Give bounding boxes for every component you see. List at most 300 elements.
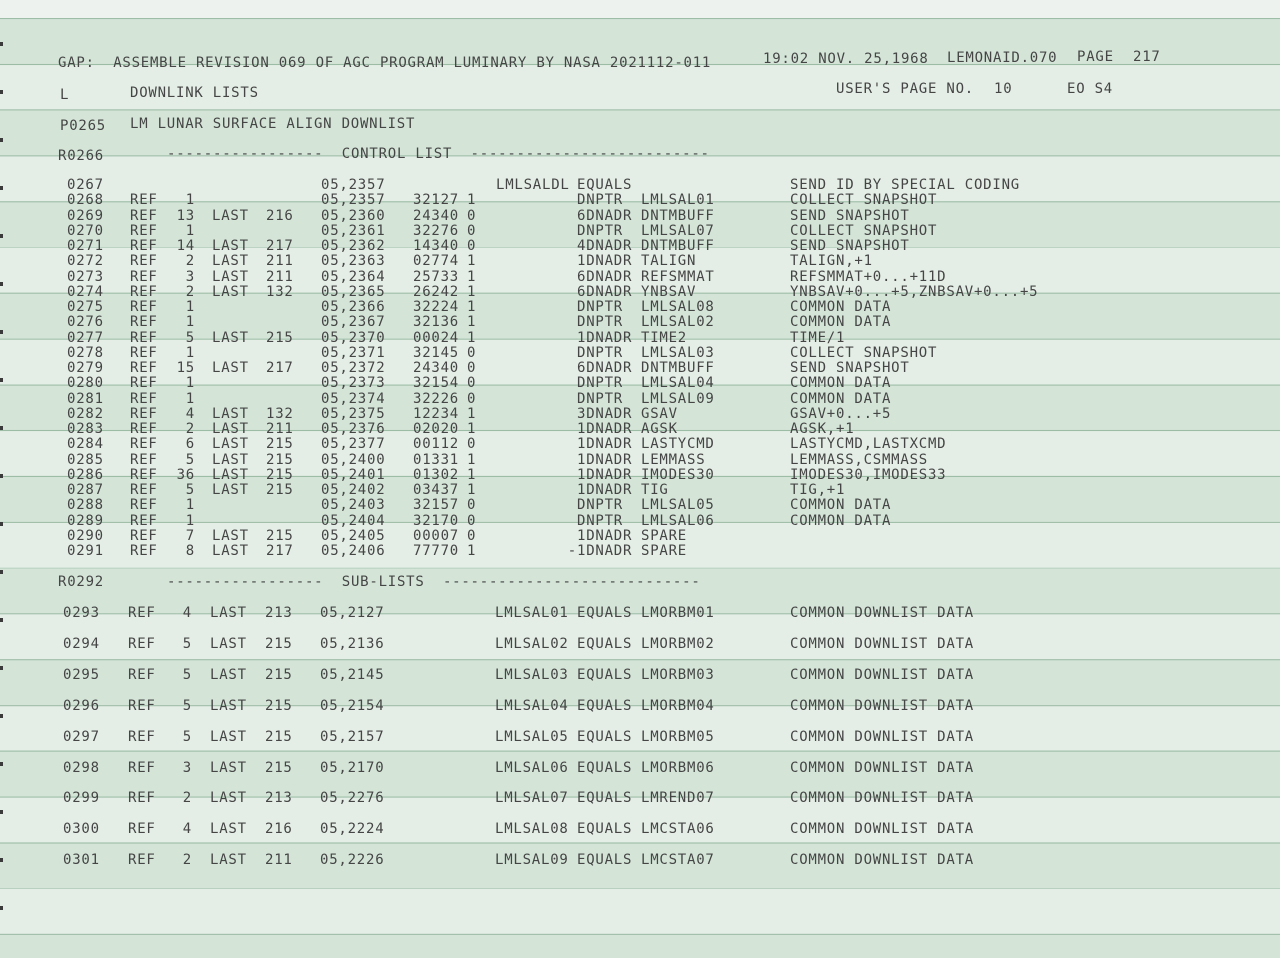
ref-keyword: REF [130, 222, 158, 239]
last-page: 211 [265, 852, 293, 869]
last-page: 217 [266, 543, 294, 559]
sub-list-row [0, 852, 1280, 868]
last-keyword: LAST [210, 728, 247, 745]
address: 05,2401 [321, 466, 386, 483]
octal-flag: 1 [467, 466, 477, 483]
line-number: 0295 [63, 666, 100, 683]
user-page-label: USER'S PAGE NO. [836, 81, 974, 97]
ref-keyword: REF [130, 268, 158, 285]
octal-flag: 1 [467, 192, 477, 209]
ref-count: 1 [185, 299, 195, 315]
line-number: 0280 [67, 375, 104, 392]
address: 05,2371 [321, 344, 386, 361]
control-list-row [0, 528, 1280, 544]
comment: COLLECT SNAPSHOT [790, 222, 938, 239]
operand: DNTMBUFF [641, 207, 715, 224]
line-number: 0286 [67, 466, 104, 483]
octal-word: 32170 [413, 512, 459, 529]
address: 05,2226 [320, 852, 385, 869]
address: 05,2400 [321, 451, 386, 468]
comment: LASTYCMD,LASTXCMD [790, 436, 947, 453]
user-page-number: 10 [994, 81, 1013, 97]
ref-keyword: REF [130, 253, 158, 270]
ref-count: 4 [182, 605, 192, 621]
ref-keyword: REF [130, 329, 158, 346]
octal-flag: 1 [467, 253, 477, 270]
octal-flag: 0 [467, 360, 477, 376]
last-keyword: LAST [212, 207, 249, 224]
last-keyword: LAST [212, 405, 249, 422]
comment: COMMON DOWNLIST DATA [790, 759, 974, 776]
ref-count: 2 [185, 283, 195, 300]
ref-count: 5 [185, 482, 195, 498]
assembly-title: GAP: ASSEMBLE REVISION 069 OF AGC PROGRAM LUMINARY BY NASA 2021112-011 [58, 55, 712, 71]
octal-word: 25733 [413, 268, 459, 285]
control-list-row [0, 208, 1280, 224]
symbol-label: LMLSAL07 [495, 790, 569, 807]
comment: AGSK,+1 [790, 421, 855, 437]
ref-count: 2 [182, 790, 192, 807]
opcode: 1DNADR [577, 329, 633, 346]
ref-count: 5 [182, 728, 192, 745]
last-keyword: LAST [212, 253, 249, 270]
operand: LMLSAL09 [641, 390, 715, 407]
comment: TALIGN,+1 [790, 253, 873, 270]
operand: TALIGN [641, 253, 697, 270]
ref-keyword: REF [128, 852, 156, 869]
operand: LMCSTA07 [641, 852, 715, 869]
last-page: 216 [265, 821, 293, 838]
ref-keyword: REF [130, 360, 158, 376]
last-keyword: LAST [212, 268, 249, 285]
comment: SEND SNAPSHOT [790, 207, 910, 224]
ref-keyword: REF [130, 543, 158, 559]
ref-keyword: REF [130, 497, 158, 514]
address: 05,2372 [321, 360, 386, 376]
octal-word: 32154 [413, 375, 459, 392]
ref-count: 3 [182, 759, 192, 776]
opcode: 6DNADR [577, 360, 633, 376]
ref-keyword: REF [128, 821, 156, 838]
opcode: 6DNADR [577, 268, 633, 285]
last-keyword: LAST [210, 759, 247, 776]
address: 05,2405 [321, 527, 386, 544]
comment: COMMON DOWNLIST DATA [790, 790, 974, 807]
ref-count: 15 [176, 360, 195, 376]
line-number: 0279 [67, 360, 104, 376]
page-number: 217 [1133, 49, 1161, 65]
control-list-row [0, 421, 1280, 437]
octal-word: 32145 [413, 344, 459, 361]
ref-keyword: REF [130, 238, 158, 254]
comment: REFSMMAT+0...+11D [790, 268, 947, 285]
last-keyword: LAST [210, 666, 247, 683]
last-page: 215 [266, 482, 294, 498]
operand: LMLSAL03 [641, 344, 715, 361]
octal-flag: 0 [467, 512, 477, 529]
opcode: DNPTR [577, 344, 623, 361]
address: 05,2375 [321, 405, 386, 422]
comment: COMMON DOWNLIST DATA [790, 728, 974, 745]
top-margin [0, 0, 1280, 18]
sub-lists-line-number: R0292 [58, 574, 104, 590]
last-page: 215 [265, 759, 293, 776]
ref-count: 5 [185, 451, 195, 468]
ref-keyword: REF [130, 375, 158, 392]
address: 05,2376 [321, 421, 386, 437]
line-number: 0287 [67, 482, 104, 498]
address: 05,2377 [321, 436, 386, 453]
line-number: 0281 [67, 390, 104, 407]
comment: YNBSAV+0...+5,ZNBSAV+0...+5 [790, 283, 1039, 300]
opcode: EQUALS [577, 790, 633, 807]
ref-count: 1 [185, 497, 195, 514]
operand: LMLSAL07 [641, 222, 715, 239]
octal-word: 00007 [413, 527, 459, 544]
last-keyword: LAST [212, 421, 249, 437]
ref-keyword: REF [130, 436, 158, 453]
control-list-row [0, 543, 1280, 559]
operand: LMREND07 [641, 790, 715, 807]
operand: IMODES30 [641, 466, 715, 483]
ref-count: 1 [185, 192, 195, 209]
last-keyword: LAST [210, 635, 247, 652]
operand: TIME2 [641, 329, 687, 346]
line-number: 0300 [63, 821, 100, 838]
address: 05,2366 [321, 299, 386, 315]
line-number: 0285 [67, 451, 104, 468]
last-keyword: LAST [210, 790, 247, 807]
opcode: EQUALS [577, 697, 633, 714]
operand: TIG [641, 482, 669, 498]
timestamp: 19:02 NOV. 25,1968 [763, 51, 929, 67]
octal-flag: 0 [467, 527, 477, 544]
sub-list-row [0, 821, 1280, 837]
last-page: 215 [265, 728, 293, 745]
control-list-row [0, 360, 1280, 376]
last-page: 215 [265, 697, 293, 714]
control-list-row [0, 452, 1280, 468]
opcode: 1DNADR [577, 253, 633, 270]
comment: COLLECT SNAPSHOT [790, 344, 938, 361]
symbol-label: LMLSAL04 [495, 697, 569, 714]
ref-keyword: REF [130, 527, 158, 544]
last-keyword: LAST [212, 543, 249, 559]
ref-count: 2 [185, 421, 195, 437]
opcode: 3DNADR [577, 405, 633, 422]
address: 05,2136 [320, 635, 385, 652]
last-page: 132 [266, 405, 294, 422]
octal-word: 01331 [413, 451, 459, 468]
operand: LMORBM06 [641, 759, 715, 776]
operand: DNTMBUFF [641, 360, 715, 376]
octal-word: 32136 [413, 314, 459, 331]
line-number: 0274 [67, 283, 104, 300]
symbol-label: LMLSAL03 [495, 666, 569, 683]
control-list-row [0, 192, 1280, 208]
comment: GSAV+0...+5 [790, 405, 892, 422]
ref-count: 1 [185, 375, 195, 392]
address: 05,2127 [320, 605, 385, 621]
line-number: 0284 [67, 436, 104, 453]
ref-count: 4 [182, 821, 192, 838]
operand: LMLSAL06 [641, 512, 715, 529]
address: 05,2402 [321, 482, 386, 498]
control-list-row [0, 269, 1280, 285]
octal-flag: 1 [467, 421, 477, 437]
opcode: EQUALS [577, 852, 633, 869]
address: 05,2370 [321, 329, 386, 346]
listing-code: EO S4 [1067, 81, 1113, 97]
line-number: 0273 [67, 268, 104, 285]
comment: SEND SNAPSHOT [790, 238, 910, 254]
last-keyword: LAST [212, 329, 249, 346]
line-number: 0272 [67, 253, 104, 270]
ref-keyword: REF [130, 207, 158, 224]
octal-flag: 1 [467, 299, 477, 315]
comment: COMMON DOWNLIST DATA [790, 605, 974, 621]
last-page: 213 [265, 605, 293, 621]
ref-count: 5 [185, 329, 195, 346]
octal-flag: 0 [467, 436, 477, 453]
last-page: 215 [266, 451, 294, 468]
address: 05,2361 [321, 222, 386, 239]
opcode: EQUALS [577, 759, 633, 776]
octal-flag: 0 [467, 497, 477, 514]
comment: COMMON DOWNLIST DATA [790, 852, 974, 869]
line-number: 0291 [67, 543, 104, 559]
opcode: EQUALS [577, 666, 633, 683]
last-keyword: LAST [212, 283, 249, 300]
octal-word: 01302 [413, 466, 459, 483]
opcode: EQUALS [577, 635, 633, 652]
ref-keyword: REF [130, 405, 158, 422]
symbol-label: LMLSAL01 [495, 605, 569, 621]
control-list-row [0, 467, 1280, 483]
opcode: EQUALS [577, 605, 633, 621]
line-number: 0296 [63, 697, 100, 714]
ref-count: 5 [182, 635, 192, 652]
operand: LMORBM04 [641, 697, 715, 714]
ref-count: 4 [185, 405, 195, 422]
opcode: 1DNADR [577, 466, 633, 483]
ref-keyword: REF [128, 666, 156, 683]
operand: LMLSAL01 [641, 192, 715, 209]
ref-keyword: REF [130, 482, 158, 498]
octal-word: 00024 [413, 329, 459, 346]
ref-count: 36 [176, 466, 195, 483]
opcode: 1DNADR [577, 421, 633, 437]
last-keyword: LAST [210, 697, 247, 714]
ref-count: 1 [185, 390, 195, 407]
ref-count: 1 [185, 344, 195, 361]
octal-flag: 0 [467, 222, 477, 239]
line-number: 0267 [67, 177, 104, 193]
last-page: 217 [266, 360, 294, 376]
address: 05,2362 [321, 238, 386, 254]
line-number: 0276 [67, 314, 104, 331]
symbol-label: LMLSAL08 [495, 821, 569, 838]
ref-count: 1 [185, 512, 195, 529]
octal-flag: 1 [467, 543, 477, 559]
opcode: DNPTR [577, 299, 623, 315]
operand: LMLSAL08 [641, 299, 715, 315]
last-page: 216 [266, 207, 294, 224]
address: 05,2373 [321, 375, 386, 392]
ref-keyword: REF [128, 605, 156, 621]
ref-keyword: REF [130, 421, 158, 437]
sub-list-row [0, 698, 1280, 714]
sub-list-row [0, 636, 1280, 652]
control-list-row [0, 253, 1280, 269]
symbol-label: LMLSALDL [496, 177, 570, 193]
sub-list-row [0, 605, 1280, 621]
ref-keyword: REF [130, 192, 158, 209]
line-number: 0275 [67, 299, 104, 315]
line-number: 0293 [63, 605, 100, 621]
comment: COMMON DATA [790, 375, 892, 392]
address: 05,2363 [321, 253, 386, 270]
operand: LMLSAL04 [641, 375, 715, 392]
last-page: 215 [266, 329, 294, 346]
symbol-label: LMLSAL06 [495, 759, 569, 776]
line-number: 0270 [67, 222, 104, 239]
address: 05,2276 [320, 790, 385, 807]
comment: COMMON DOWNLIST DATA [790, 697, 974, 714]
operand: SPARE [641, 527, 687, 544]
octal-word: 12234 [413, 405, 459, 422]
address: 05,2365 [321, 283, 386, 300]
line-number: 0271 [67, 238, 104, 254]
octal-flag: 1 [467, 451, 477, 468]
card-type: L [60, 87, 70, 103]
octal-word: 02020 [413, 421, 459, 437]
address: 05,2145 [320, 666, 385, 683]
last-keyword: LAST [212, 482, 249, 498]
last-page: 217 [266, 238, 294, 254]
octal-flag: 0 [467, 344, 477, 361]
ref-keyword: REF [128, 697, 156, 714]
last-page: 211 [266, 253, 294, 270]
address: 05,2357 [321, 192, 386, 209]
sub-list-row [0, 760, 1280, 776]
line-number: 0299 [63, 790, 100, 807]
address: 05,2367 [321, 314, 386, 331]
ref-keyword: REF [130, 314, 158, 331]
line-number: 0289 [67, 512, 104, 529]
page-label: PAGE [1077, 49, 1114, 65]
opcode: EQUALS [577, 821, 633, 838]
line-number: 0268 [67, 192, 104, 209]
line-number: 0269 [67, 207, 104, 224]
operand: AGSK [641, 421, 678, 437]
address: 05,2364 [321, 268, 386, 285]
ref-count: 8 [185, 543, 195, 559]
address: 05,2404 [321, 512, 386, 529]
octal-flag: 1 [467, 283, 477, 300]
control-list-row [0, 299, 1280, 315]
comment: SEND ID BY SPECIAL CODING [790, 177, 1020, 193]
line-number: 0282 [67, 405, 104, 422]
operand: LMORBM01 [641, 605, 715, 621]
job-name: LEMONAID.070 [947, 50, 1058, 66]
octal-word: 24340 [413, 360, 459, 376]
control-list-row [0, 482, 1280, 498]
ref-keyword: REF [130, 466, 158, 483]
comment: COMMON DATA [790, 512, 892, 529]
ref-keyword: REF [130, 344, 158, 361]
control-list-row [0, 406, 1280, 422]
control-list-row [0, 238, 1280, 254]
comment: COMMON DATA [790, 390, 892, 407]
opcode: EQUALS [577, 728, 633, 745]
octal-word: 32157 [413, 497, 459, 514]
last-keyword: LAST [210, 852, 247, 869]
comment: COMMON DOWNLIST DATA [790, 666, 974, 683]
octal-word: 77770 [413, 543, 459, 559]
last-page: 211 [266, 268, 294, 285]
operand: SPARE [641, 543, 687, 559]
opcode: DNPTR [577, 512, 623, 529]
comment: COMMON DOWNLIST DATA [790, 821, 974, 838]
opcode: 6DNADR [577, 207, 633, 224]
octal-flag: 1 [467, 268, 477, 285]
ref-count: 3 [185, 268, 195, 285]
opcode: 4DNADR [577, 238, 633, 254]
control-list-row [0, 391, 1280, 407]
symbol-label: LMLSAL09 [495, 852, 569, 869]
ref-keyword: REF [130, 451, 158, 468]
comment: TIG,+1 [790, 482, 846, 498]
ref-keyword: REF [128, 728, 156, 745]
last-keyword: LAST [212, 451, 249, 468]
line-number: 0298 [63, 759, 100, 776]
opcode: DNPTR [577, 222, 623, 239]
octal-flag: 0 [467, 238, 477, 254]
comment: SEND SNAPSHOT [790, 360, 910, 376]
sub-list-row [0, 667, 1280, 683]
ref-keyword: REF [130, 283, 158, 300]
line-number: 0288 [67, 497, 104, 514]
octal-word: 03437 [413, 482, 459, 498]
opcode: DNPTR [577, 497, 623, 514]
control-list-row [0, 314, 1280, 330]
last-keyword: LAST [212, 436, 249, 453]
comment: LEMMASS,CSMMASS [790, 451, 928, 468]
control-list-line-number: R0266 [58, 148, 104, 164]
comment: IMODES30,IMODES33 [790, 466, 947, 483]
comment: COMMON DOWNLIST DATA [790, 635, 974, 652]
symbol-label: LMLSAL02 [495, 635, 569, 652]
control-list-row [0, 497, 1280, 513]
address: 05,2374 [321, 390, 386, 407]
control-list-banner: ----------------- CONTROL LIST -------------------------- [167, 146, 710, 162]
control-list-row [0, 223, 1280, 239]
last-page: 215 [266, 466, 294, 483]
octal-flag: 1 [467, 405, 477, 422]
last-page: 215 [265, 666, 293, 683]
octal-flag: 1 [467, 314, 477, 331]
address: 05,2157 [320, 728, 385, 745]
ref-count: 2 [185, 253, 195, 270]
control-list-row [0, 513, 1280, 529]
line-number: 0283 [67, 421, 104, 437]
octal-word: 14340 [413, 238, 459, 254]
control-list-row [0, 284, 1280, 300]
octal-word: 32127 [413, 192, 459, 209]
operand: LMORBM05 [641, 728, 715, 745]
operand: LMORBM03 [641, 666, 715, 683]
